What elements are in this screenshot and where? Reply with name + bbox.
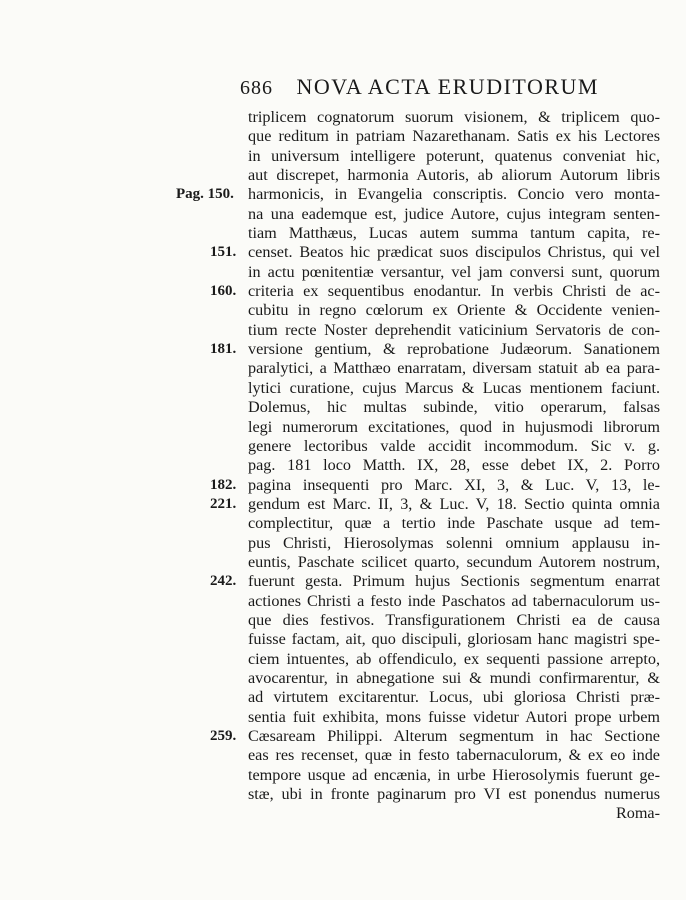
page-number: 686 xyxy=(240,77,273,99)
page-header xyxy=(240,74,660,104)
text-line: fuerunt gesta. Primum hujus Sectionis segmentum enarrat xyxy=(248,572,660,591)
margin-note: 160. xyxy=(210,283,237,300)
text-line: cubitu in regno cœlorum ex Oriente & Occidente venien- xyxy=(248,301,660,320)
text-line: genere lectoribus valde accidit incommodum. Sic v. g. xyxy=(248,436,660,455)
text-line: Cæsaream Philippi. Alterum segmentum in hac Sectione xyxy=(248,727,660,745)
text-line: tempore usque ad encænia, in urbe Hierosolymis fuerunt ge- xyxy=(248,765,660,784)
text-line: versione gentium, & reprobatione Judæorum. Sanationem xyxy=(248,340,660,359)
margin-note: 242. xyxy=(210,573,237,590)
margin-note: 151. xyxy=(210,244,237,261)
margin-note: 181. xyxy=(210,341,237,358)
text-line: censet. Beatos hic prædicat suos discipulos Christus, qui vel xyxy=(248,243,660,262)
text-line: tiam Matthæus, Lucas autem summa tantum capita, re- xyxy=(248,224,660,243)
margin-note: 221. xyxy=(210,496,237,512)
text-line: aut discrepet, harmonia Autoris, ab aliorum Autorum libris xyxy=(248,166,660,185)
catchword: Roma- xyxy=(615,804,660,823)
text-line: pus Christi, Hierosolymas solenni omnium applausu in- xyxy=(248,533,660,552)
text-line: actiones Christi a festo inde Paschatos ad tabernaculorum us- xyxy=(248,591,660,610)
text-line: pag. 181 loco Matth. IX, 28, esse debet IX, 2. Porro xyxy=(248,456,660,475)
text-line: stæ, ubi in fronte paginarum pro VI est ponendus numerus xyxy=(248,785,660,804)
running-title: NOVA ACTA ERUDITORUM xyxy=(296,74,599,99)
text-line: criteria ex sequentibus enodantur. In verbis Christi de ac- xyxy=(248,282,660,301)
text-line: complectitur, quæ a tertio inde Paschate usque ad tem- xyxy=(248,514,660,533)
text-line: ad virtutem excitarentur. Locus, ubi gloriosa Christi præ- xyxy=(248,688,660,707)
text-line: tium recte Noster deprehendit vaticinium Servatoris de con- xyxy=(248,320,660,339)
text-line: Dolemus, hic multas subinde, vitio operarum, falsas xyxy=(248,398,660,417)
text-line: triplicem cognatorum suorum visionem, & triplicem quo- xyxy=(248,108,660,126)
text-line: lytici curatione, cujus Marcus & Lucas mentionem faciunt. xyxy=(248,378,660,397)
text-line: harmonicis, in Evangelia conscriptis. Concio vero monta- xyxy=(248,185,660,204)
text-line: ciem intuentes, ab offendiculo, ex sequenti passione arrepto, xyxy=(248,649,660,668)
text-line: in actu pœnitentiæ versantur, vel jam conversi sunt, quorum xyxy=(248,262,660,281)
text-line: euntis, Paschate scilicet quarto, secundum Autorem nostrum, xyxy=(248,552,660,571)
text-line: gendum est Marc. II, 3, & Luc. V, 18. Sectio quinta omnia xyxy=(248,494,660,513)
text-line: que dies festivos. Transfigurationem Christi ea de causa xyxy=(248,610,660,629)
text-line: na una eademque est, judice Autore, cujus integram senten- xyxy=(248,204,660,223)
text-line: avocarentur, in abnegatione sui & mundi confirmarentur, & xyxy=(248,668,660,687)
body-text xyxy=(248,108,660,824)
text-line: pagina insequenti pro Marc. XI, 3, & Luc. V, 13, le- xyxy=(248,475,660,494)
text-line: fuisse factam, ait, quo discipuli, gloriosam hanc magistri spe- xyxy=(248,630,660,649)
text-line: que reditum in patriam Nazarethanam. Satis ex his Lectores xyxy=(248,127,660,146)
text-line: legi numerorum excitationes, quod in hujusmodi librorum xyxy=(248,417,660,436)
margin-note: Pag. 150. xyxy=(176,186,234,203)
margin-note: 182. xyxy=(210,476,237,493)
text-line: sentia fuit exhibita, mons fuisse videtur Autori prope urbem xyxy=(248,707,660,726)
text-line: in universum intelligere poterunt, quatenus conveniat hic, xyxy=(248,146,660,165)
margin-note: 259. xyxy=(210,728,237,745)
text-line: eas res recenset, quæ in festo tabernaculorum, & ex eo inde xyxy=(248,746,660,765)
text-line: paralytici, a Matthæo enarratam, diversam statuit ab ea para- xyxy=(248,359,660,378)
